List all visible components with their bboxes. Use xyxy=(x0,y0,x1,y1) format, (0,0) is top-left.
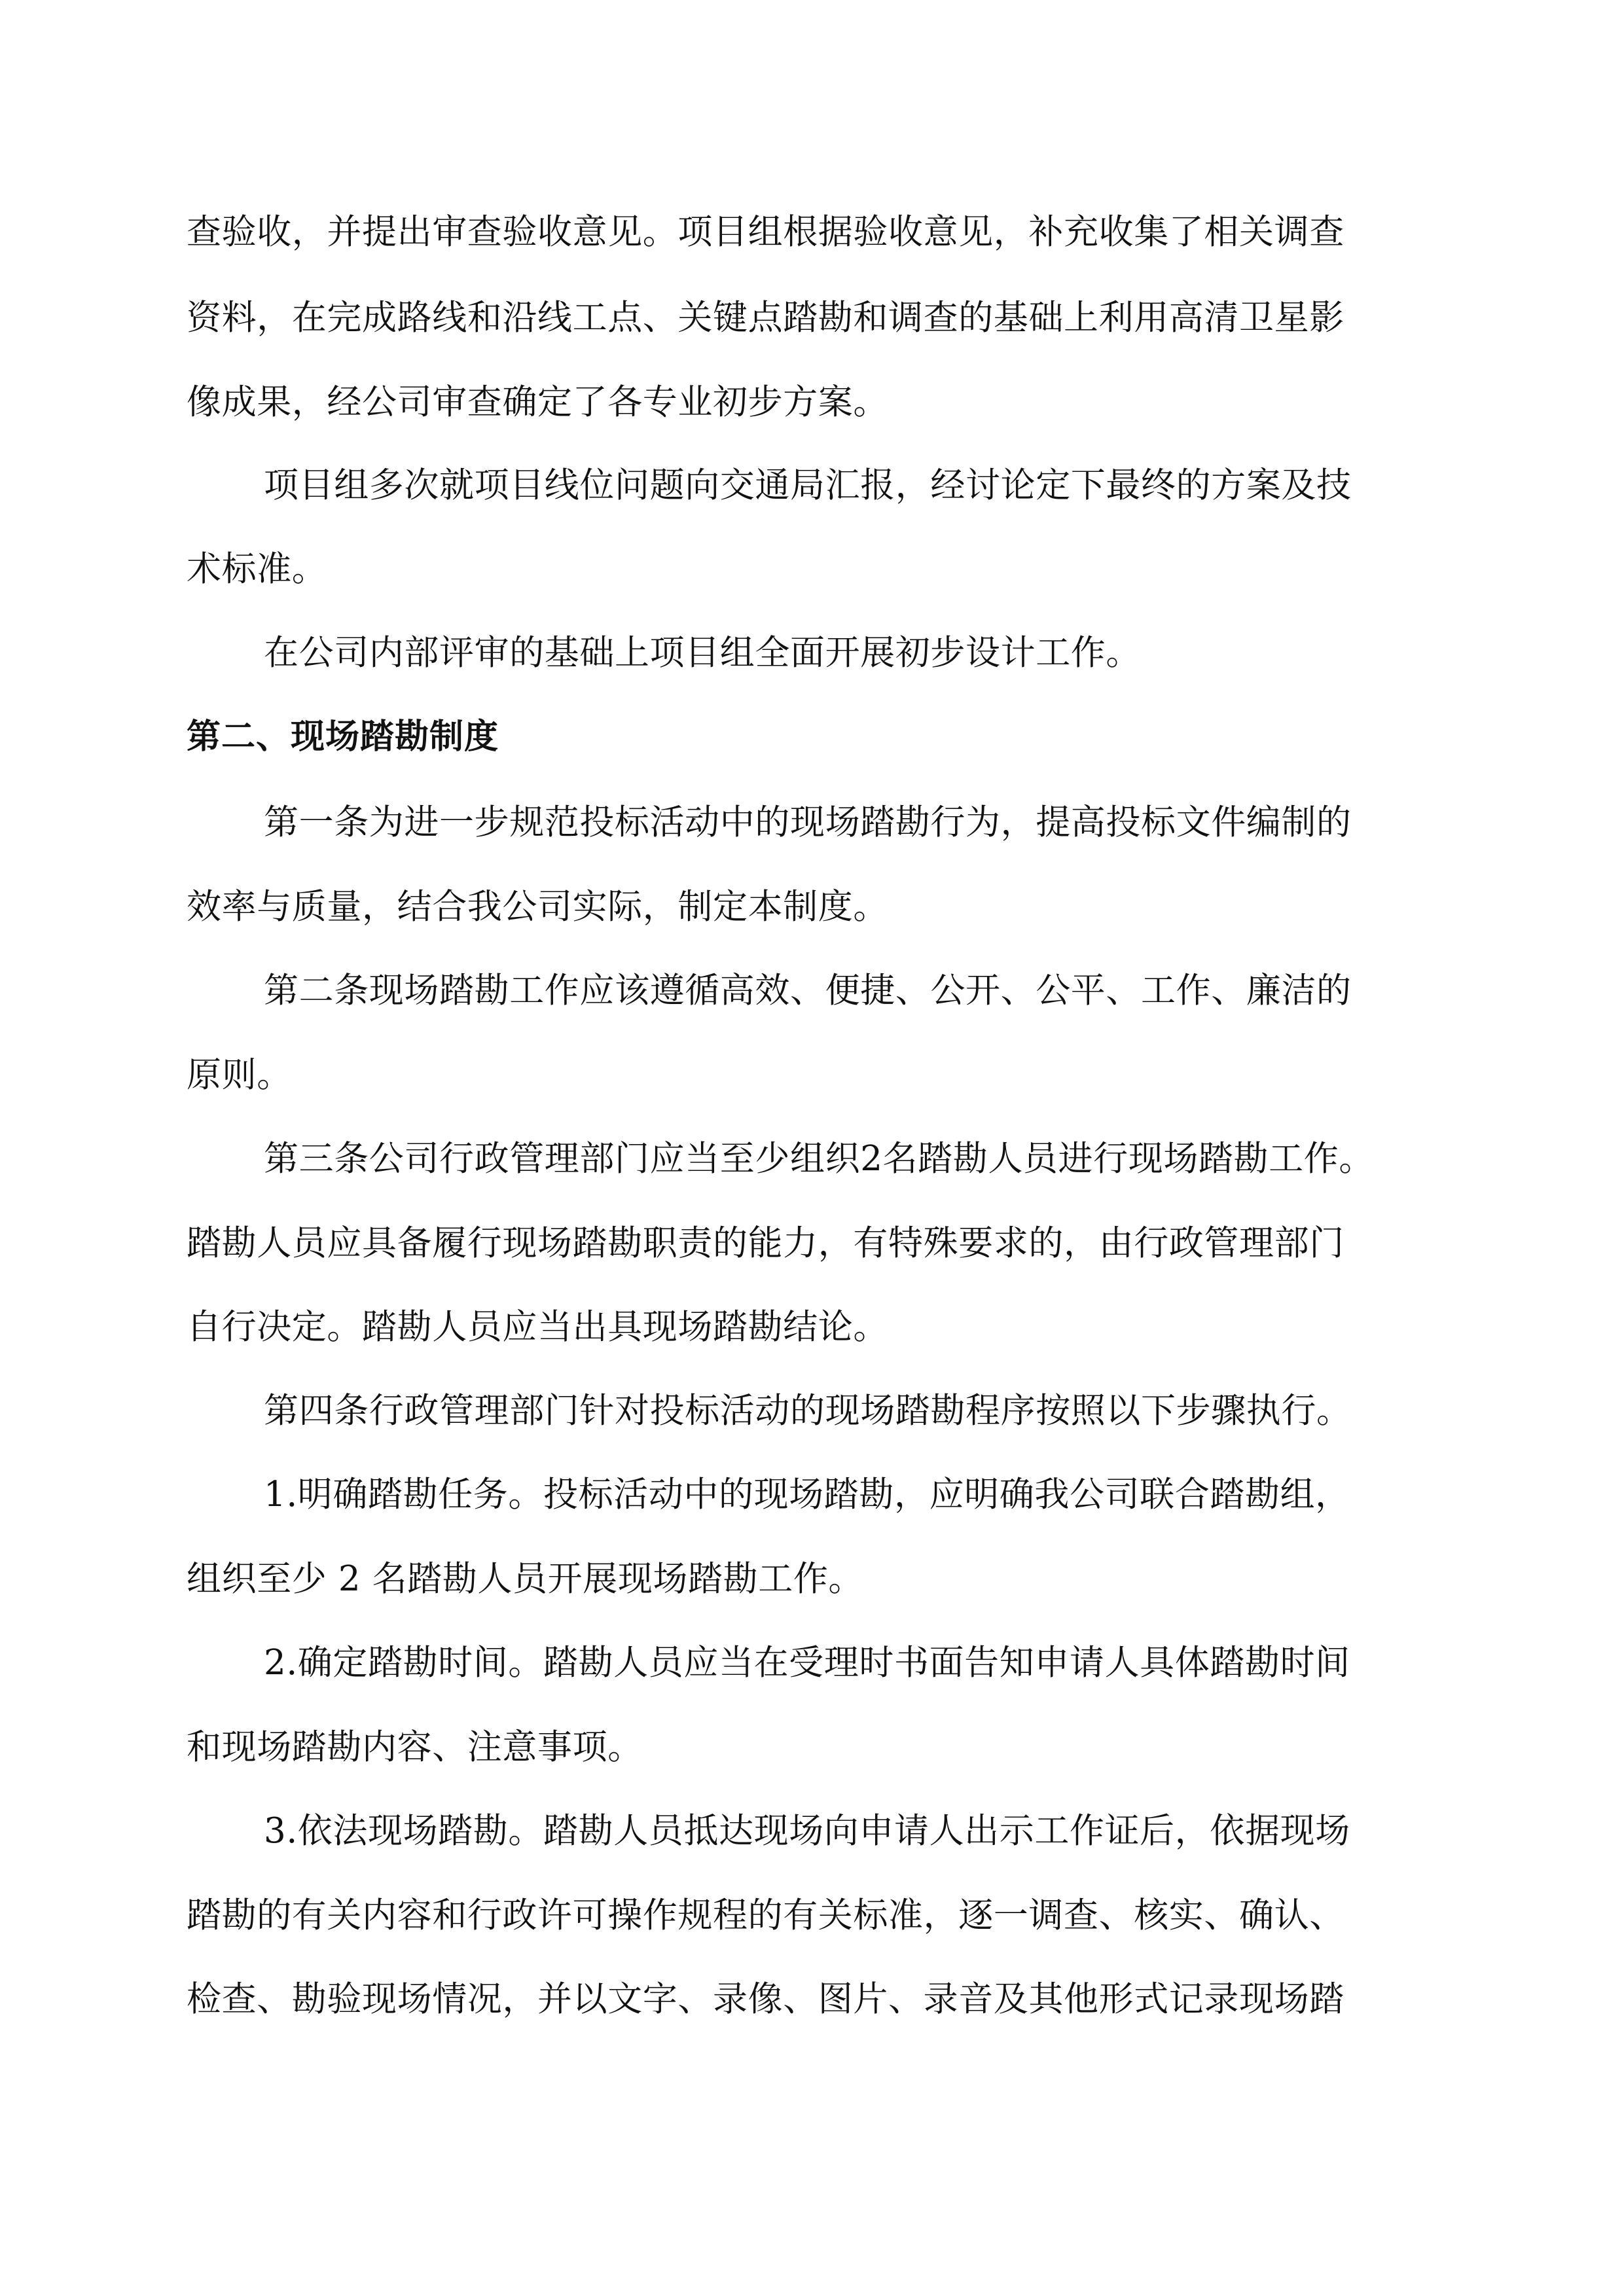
paragraph-line: 和现场踏勘内容、注意事项。 xyxy=(187,1727,643,1767)
paragraph-line: 3.依法现场踏勘。踏勘人员抵达现场向申请人出示工作证后，依据现场 xyxy=(264,1811,1350,1851)
paragraph-line: 检查、勘验现场情况，并以文字、录像、图片、录音及其他形式记录现场踏 xyxy=(187,1979,1344,2019)
paragraph-line: 查验收，并提出审查验收意见。项目组根据验收意见，补充收集了相关调查 xyxy=(187,212,1344,252)
paragraph-line: 第三条公司行政管理部门应当至少组织2名踏勘人员进行现场踏勘工作。 xyxy=(264,1139,1374,1179)
paragraph-line: 效率与质量，结合我公司实际，制定本制度。 xyxy=(187,887,888,927)
paragraph-line: 1.明确踏勘任务。投标活动中的现场踏勘，应明确我公司联合踏勘组， xyxy=(264,1475,1350,1515)
paragraph-line: 在公司内部评审的基础上项目组全面开展初步设计工作。 xyxy=(264,633,1141,673)
paragraph-line: 自行决定。踏勘人员应当出具现场踏勘结论。 xyxy=(187,1307,888,1347)
paragraph-line: 项目组多次就项目线位问题向交通局汇报，经讨论定下最终的方案及技 xyxy=(264,465,1352,505)
paragraph-line: 第四条行政管理部门针对投标活动的现场踏勘程序按照以下步骤执行。 xyxy=(264,1391,1352,1431)
paragraph-line: 术标准。 xyxy=(187,549,327,589)
paragraph-line: 踏勘的有关内容和行政许可操作规程的有关标准，逐一调查、核实、确认、 xyxy=(187,1895,1344,1935)
paragraph-line: 第二条现场踏勘工作应该遵循高效、便捷、公开、公平、工作、廉洁的 xyxy=(264,971,1352,1011)
paragraph-line: 2.确定踏勘时间。踏勘人员应当在受理时书面告知申请人具体踏勘时间 xyxy=(264,1643,1350,1683)
paragraph-line: 资料，在完成路线和沿线工点、关键点踏勘和调查的基础上利用高清卫星影 xyxy=(187,298,1344,338)
section-heading: 第二、现场踏勘制度 xyxy=(187,717,499,757)
paragraph-line: 组织至少 2 名踏勘人员开展现场踏勘工作。 xyxy=(187,1559,864,1599)
paragraph-line: 原则。 xyxy=(187,1055,292,1095)
paragraph-line: 第一条为进一步规范投标活动中的现场踏勘行为，提高投标文件编制的 xyxy=(264,802,1352,842)
paragraph-line: 踏勘人员应具备履行现场踏勘职责的能力，有特殊要求的，由行政管理部门 xyxy=(187,1223,1344,1263)
paragraph-line: 像成果，经公司审查确定了各专业初步方案。 xyxy=(187,382,888,422)
